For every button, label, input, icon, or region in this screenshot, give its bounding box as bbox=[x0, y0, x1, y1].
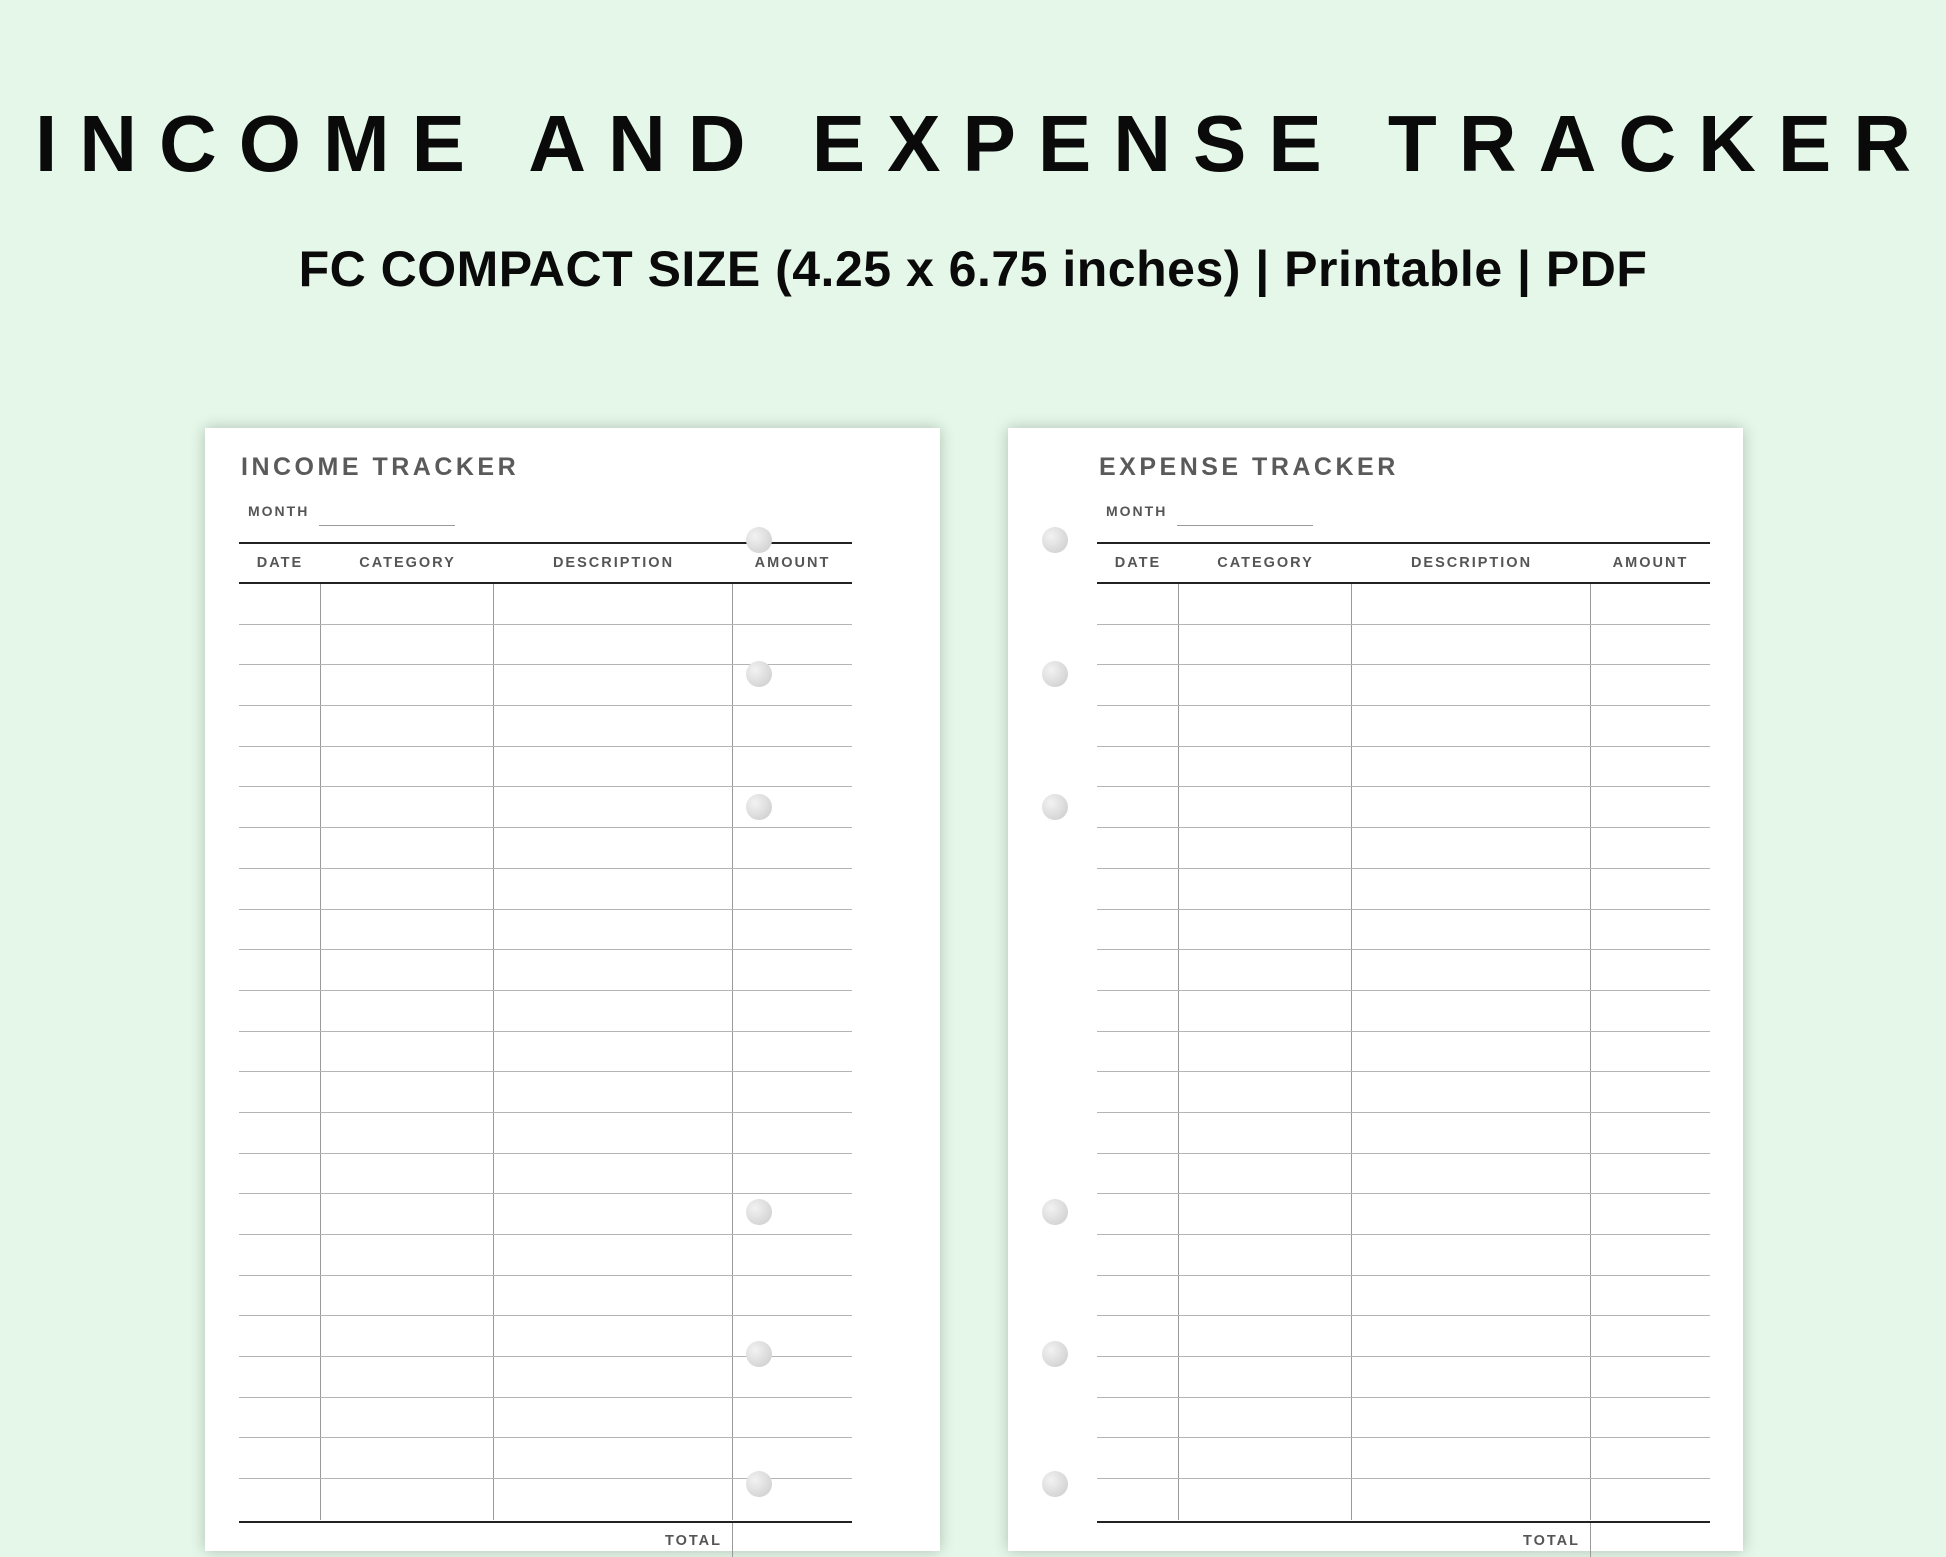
table-rows bbox=[239, 584, 852, 1521]
table-cell bbox=[239, 706, 321, 746]
table-cell bbox=[1352, 625, 1591, 665]
table-row bbox=[239, 910, 852, 951]
table-cell bbox=[733, 1276, 852, 1316]
column-header-amount: AMOUNT bbox=[1612, 555, 1689, 571]
table-cell bbox=[1179, 1479, 1352, 1520]
table-row bbox=[1097, 910, 1710, 951]
table-cell bbox=[494, 1438, 733, 1478]
table-cell bbox=[1179, 1113, 1352, 1153]
table-cell bbox=[494, 625, 733, 665]
table-cell bbox=[1097, 787, 1179, 827]
table-row bbox=[239, 1154, 852, 1195]
table-cell bbox=[1352, 1235, 1591, 1275]
table-cell bbox=[494, 706, 733, 746]
table-cell bbox=[733, 869, 852, 909]
table-cell bbox=[1179, 625, 1352, 665]
table-cell bbox=[1179, 910, 1352, 950]
table-cell bbox=[321, 1113, 494, 1153]
table-cell bbox=[321, 706, 494, 746]
column-header-category: CATEGORY bbox=[359, 555, 456, 571]
binder-hole-icon bbox=[1042, 527, 1068, 553]
table-cell bbox=[1352, 665, 1591, 705]
table-row bbox=[1097, 1154, 1710, 1195]
table-cell bbox=[1352, 1316, 1591, 1356]
table-cell bbox=[1179, 1194, 1352, 1234]
table-cell bbox=[1179, 1154, 1352, 1194]
table-cell bbox=[1352, 787, 1591, 827]
table-cell bbox=[1179, 1398, 1352, 1438]
table-cell bbox=[494, 787, 733, 827]
table-cell bbox=[321, 1438, 494, 1478]
table-cell bbox=[321, 747, 494, 787]
table-cell bbox=[733, 1154, 852, 1194]
table-cell bbox=[733, 910, 852, 950]
table-row bbox=[1097, 1032, 1710, 1073]
table-cell bbox=[1179, 1438, 1352, 1478]
table-cell bbox=[1097, 910, 1179, 950]
table-cell bbox=[239, 828, 321, 868]
table-cell bbox=[494, 747, 733, 787]
table-cell bbox=[321, 1154, 494, 1194]
table-cell bbox=[1097, 584, 1179, 624]
table-row bbox=[239, 747, 852, 788]
table-cell bbox=[239, 787, 321, 827]
table-cell bbox=[321, 1194, 494, 1234]
table-cell bbox=[1352, 1438, 1591, 1478]
total-value-cell bbox=[1591, 1523, 1710, 1557]
month-label: MONTH bbox=[1106, 503, 1168, 519]
total-row bbox=[1097, 1521, 1710, 1557]
table-cell bbox=[239, 665, 321, 705]
table-cell bbox=[1591, 910, 1710, 950]
table-cell bbox=[733, 1235, 852, 1275]
table-cell bbox=[239, 991, 321, 1031]
table-row bbox=[239, 625, 852, 666]
table-cell bbox=[1591, 747, 1710, 787]
table-cell bbox=[494, 1235, 733, 1275]
table-row bbox=[239, 869, 852, 910]
page-title: INCOME TRACKER bbox=[241, 453, 520, 481]
column-header-amount: AMOUNT bbox=[754, 555, 831, 571]
table-row bbox=[239, 706, 852, 747]
total-value-cell bbox=[733, 1523, 852, 1557]
table-cell bbox=[321, 625, 494, 665]
table-cell bbox=[239, 1438, 321, 1478]
table-rows bbox=[1097, 584, 1710, 1521]
table-cell bbox=[1179, 828, 1352, 868]
table-cell bbox=[239, 1479, 321, 1520]
table-cell bbox=[1591, 1438, 1710, 1478]
table-cell bbox=[733, 625, 852, 665]
table-cell bbox=[494, 1032, 733, 1072]
table-cell bbox=[1097, 706, 1179, 746]
table-row bbox=[1097, 584, 1710, 625]
table-row bbox=[239, 1276, 852, 1317]
table-row bbox=[1097, 1235, 1710, 1276]
table-row bbox=[239, 584, 852, 625]
main-title: INCOME AND EXPENSE TRACKER bbox=[34, 99, 1934, 188]
table-cell bbox=[1591, 625, 1710, 665]
column-header-category: CATEGORY bbox=[1217, 555, 1314, 571]
table-row bbox=[1097, 787, 1710, 828]
table-cell bbox=[1097, 991, 1179, 1031]
table-row bbox=[1097, 1194, 1710, 1235]
table-cell bbox=[239, 1398, 321, 1438]
binder-hole-icon bbox=[1042, 794, 1068, 820]
table-row bbox=[239, 1072, 852, 1113]
table-cell bbox=[1591, 665, 1710, 705]
table-cell bbox=[239, 1072, 321, 1112]
table-cell bbox=[321, 1032, 494, 1072]
total-label: TOTAL bbox=[239, 1523, 733, 1557]
month-label: MONTH bbox=[248, 503, 310, 519]
table-cell bbox=[1352, 950, 1591, 990]
table-cell bbox=[239, 1113, 321, 1153]
table-cell bbox=[321, 910, 494, 950]
table-cell bbox=[321, 991, 494, 1031]
table-cell bbox=[1097, 1032, 1179, 1072]
table-cell bbox=[1097, 747, 1179, 787]
table-cell bbox=[1179, 1357, 1352, 1397]
table-cell bbox=[733, 991, 852, 1031]
table-cell bbox=[1352, 747, 1591, 787]
table-cell bbox=[1591, 1194, 1710, 1234]
table-cell bbox=[1179, 1276, 1352, 1316]
table-cell bbox=[1097, 869, 1179, 909]
table-cell bbox=[1097, 1438, 1179, 1478]
table-cell bbox=[321, 1072, 494, 1112]
table-row bbox=[1097, 665, 1710, 706]
total-label: TOTAL bbox=[1097, 1523, 1591, 1557]
table-cell bbox=[1097, 1479, 1179, 1520]
table-cell bbox=[494, 910, 733, 950]
table-row bbox=[239, 1113, 852, 1154]
table-cell bbox=[1179, 1072, 1352, 1112]
tracker-table bbox=[1097, 542, 1710, 1549]
table-cell bbox=[1097, 828, 1179, 868]
table-row bbox=[1097, 1357, 1710, 1398]
table-cell bbox=[321, 1398, 494, 1438]
table-cell bbox=[1097, 1276, 1179, 1316]
table-cell bbox=[1179, 706, 1352, 746]
table-cell bbox=[733, 1398, 852, 1438]
table-row bbox=[239, 991, 852, 1032]
table-cell bbox=[1591, 828, 1710, 868]
table-row bbox=[1097, 1276, 1710, 1317]
binder-hole-icon bbox=[746, 1199, 772, 1225]
tracker-table bbox=[239, 542, 852, 1549]
table-cell bbox=[1352, 1154, 1591, 1194]
table-cell bbox=[1591, 1113, 1710, 1153]
table-row bbox=[1097, 991, 1710, 1032]
table-row bbox=[1097, 950, 1710, 991]
table-cell bbox=[1097, 1235, 1179, 1275]
table-cell bbox=[1591, 706, 1710, 746]
table-row bbox=[1097, 1479, 1710, 1520]
table-cell bbox=[1352, 910, 1591, 950]
subtitle: FC COMPACT SIZE (4.25 x 6.75 inches) | Printable | PDF bbox=[298, 241, 1648, 297]
table-cell bbox=[1591, 1276, 1710, 1316]
table-cell bbox=[321, 584, 494, 624]
table-cell bbox=[321, 665, 494, 705]
table-cell bbox=[1097, 1072, 1179, 1112]
table-cell bbox=[494, 1154, 733, 1194]
table-row bbox=[1097, 1072, 1710, 1113]
table-cell bbox=[321, 1235, 494, 1275]
table-cell bbox=[1179, 950, 1352, 990]
month-line bbox=[319, 525, 455, 526]
table-cell bbox=[1352, 1276, 1591, 1316]
table-cell bbox=[321, 1357, 494, 1397]
month-row bbox=[1106, 504, 1313, 518]
table-cell bbox=[733, 747, 852, 787]
table-cell bbox=[1097, 1398, 1179, 1438]
table-cell bbox=[239, 625, 321, 665]
table-cell bbox=[494, 950, 733, 990]
table-cell bbox=[733, 1072, 852, 1112]
table-row bbox=[1097, 747, 1710, 788]
table-cell bbox=[1179, 991, 1352, 1031]
table-cell bbox=[239, 950, 321, 990]
table-cell bbox=[1352, 828, 1591, 868]
table-cell bbox=[1352, 1194, 1591, 1234]
table-row bbox=[239, 950, 852, 991]
table-cell bbox=[1591, 1154, 1710, 1194]
table-cell bbox=[1591, 584, 1710, 624]
table-cell bbox=[1591, 869, 1710, 909]
table-cell bbox=[1179, 584, 1352, 624]
table-cell bbox=[321, 1316, 494, 1356]
table-row bbox=[239, 1032, 852, 1073]
binder-hole-icon bbox=[746, 661, 772, 687]
table-cell bbox=[1591, 787, 1710, 827]
table-row bbox=[1097, 706, 1710, 747]
table-cell bbox=[1097, 1113, 1179, 1153]
table-cell bbox=[1352, 1032, 1591, 1072]
table-cell bbox=[1352, 1479, 1591, 1520]
binder-hole-icon bbox=[746, 527, 772, 553]
binder-hole-icon bbox=[746, 1341, 772, 1367]
table-cell bbox=[239, 584, 321, 624]
table-cell bbox=[1352, 584, 1591, 624]
table-cell bbox=[321, 869, 494, 909]
column-header-description: DESCRIPTION bbox=[552, 555, 675, 571]
binder-hole-icon bbox=[1042, 1471, 1068, 1497]
table-cell bbox=[494, 991, 733, 1031]
table-cell bbox=[239, 910, 321, 950]
table-cell bbox=[733, 828, 852, 868]
table-cell bbox=[239, 1316, 321, 1356]
binder-hole-icon bbox=[1042, 1199, 1068, 1225]
table-cell bbox=[1352, 1357, 1591, 1397]
binder-hole-icon bbox=[746, 1471, 772, 1497]
table-cell bbox=[1352, 706, 1591, 746]
table-cell bbox=[1352, 1398, 1591, 1438]
table-cell bbox=[494, 1316, 733, 1356]
table-cell bbox=[321, 787, 494, 827]
table-cell bbox=[321, 1276, 494, 1316]
table-cell bbox=[494, 1479, 733, 1520]
table-cell bbox=[1179, 665, 1352, 705]
table-cell bbox=[733, 584, 852, 624]
column-header-date: DATE bbox=[256, 555, 304, 571]
table-cell bbox=[1591, 1398, 1710, 1438]
table-cell bbox=[239, 869, 321, 909]
table-cell bbox=[1179, 1032, 1352, 1072]
table-cell bbox=[494, 1398, 733, 1438]
table-cell bbox=[494, 1357, 733, 1397]
table-cell bbox=[239, 1154, 321, 1194]
binder-hole-icon bbox=[746, 794, 772, 820]
income-tracker-page bbox=[205, 428, 940, 1551]
table-cell bbox=[494, 1113, 733, 1153]
table-cell bbox=[1591, 1357, 1710, 1397]
table-cell bbox=[239, 1276, 321, 1316]
table-cell bbox=[1591, 1072, 1710, 1112]
table-cell bbox=[321, 950, 494, 990]
table-row bbox=[1097, 1398, 1710, 1439]
table-cell bbox=[1352, 991, 1591, 1031]
table-cell bbox=[239, 1194, 321, 1234]
column-header-date: DATE bbox=[1114, 555, 1162, 571]
table-cell bbox=[239, 747, 321, 787]
table-cell bbox=[494, 1072, 733, 1112]
table-cell bbox=[1352, 1113, 1591, 1153]
month-line bbox=[1177, 525, 1313, 526]
table-cell bbox=[1591, 1032, 1710, 1072]
table-cell bbox=[494, 584, 733, 624]
table-cell bbox=[1179, 1316, 1352, 1356]
table-cell bbox=[1591, 1316, 1710, 1356]
expense-tracker-page bbox=[1008, 428, 1743, 1551]
table-cell bbox=[733, 706, 852, 746]
table-cell bbox=[733, 1113, 852, 1153]
month-row bbox=[248, 504, 455, 518]
table-cell bbox=[494, 1276, 733, 1316]
table-cell bbox=[1352, 869, 1591, 909]
table-cell bbox=[1179, 747, 1352, 787]
table-row bbox=[1097, 869, 1710, 910]
table-row bbox=[239, 828, 852, 869]
table-cell bbox=[1591, 1479, 1710, 1520]
table-row bbox=[1097, 625, 1710, 666]
table-cell bbox=[1097, 1316, 1179, 1356]
table-cell bbox=[1097, 1357, 1179, 1397]
binder-hole-icon bbox=[1042, 661, 1068, 687]
table-row bbox=[1097, 828, 1710, 869]
table-cell bbox=[1097, 1154, 1179, 1194]
table-cell bbox=[1591, 950, 1710, 990]
table-cell bbox=[321, 1479, 494, 1520]
table-cell bbox=[1179, 869, 1352, 909]
table-cell bbox=[1097, 625, 1179, 665]
table-row bbox=[239, 1398, 852, 1439]
table-cell bbox=[494, 828, 733, 868]
table-cell bbox=[1179, 1235, 1352, 1275]
table-cell bbox=[733, 1032, 852, 1072]
table-cell bbox=[239, 1357, 321, 1397]
table-cell bbox=[321, 828, 494, 868]
table-cell bbox=[1097, 950, 1179, 990]
table-row bbox=[239, 1235, 852, 1276]
table-header bbox=[1097, 544, 1710, 584]
table-row bbox=[1097, 1113, 1710, 1154]
table-cell bbox=[1179, 787, 1352, 827]
column-header-description: DESCRIPTION bbox=[1410, 555, 1533, 571]
binder-hole-icon bbox=[1042, 1341, 1068, 1367]
table-cell bbox=[1097, 665, 1179, 705]
total-row bbox=[239, 1521, 852, 1557]
table-cell bbox=[239, 1235, 321, 1275]
page-title: EXPENSE TRACKER bbox=[1099, 453, 1399, 481]
table-cell bbox=[239, 1032, 321, 1072]
table-cell bbox=[494, 1194, 733, 1234]
table-cell bbox=[733, 950, 852, 990]
table-row bbox=[1097, 1438, 1710, 1479]
table-cell bbox=[494, 869, 733, 909]
table-cell bbox=[1591, 1235, 1710, 1275]
table-cell bbox=[1097, 1194, 1179, 1234]
table-cell bbox=[494, 665, 733, 705]
table-row bbox=[1097, 1316, 1710, 1357]
table-cell bbox=[1352, 1072, 1591, 1112]
table-cell bbox=[1591, 991, 1710, 1031]
